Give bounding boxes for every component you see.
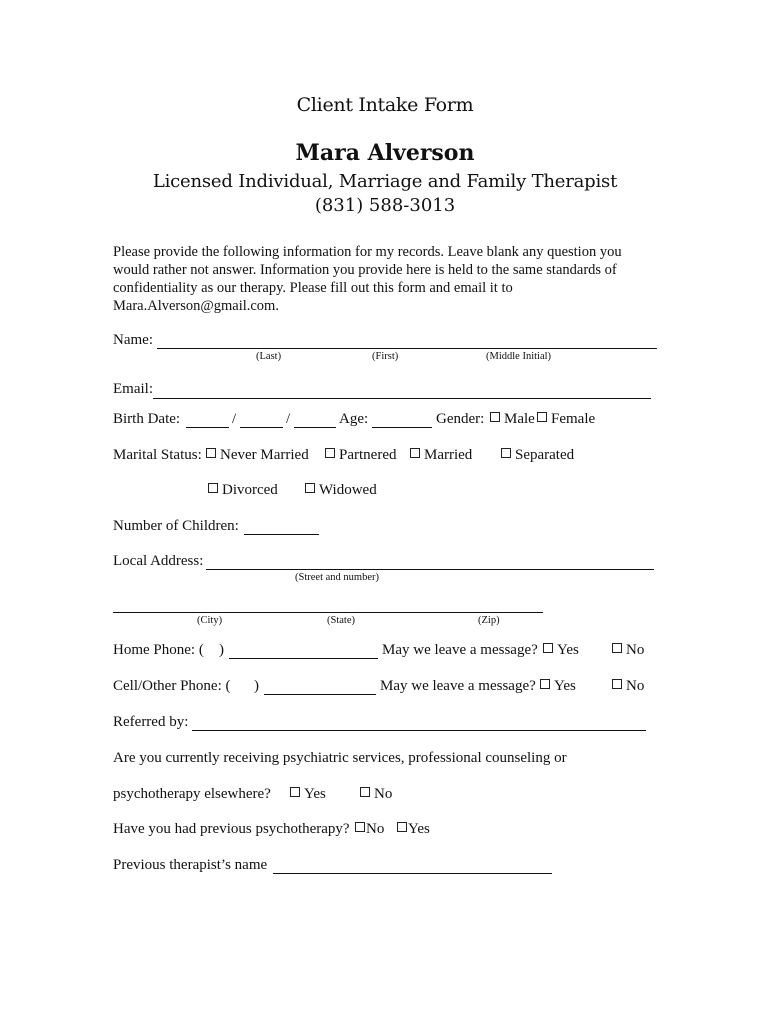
birth-slash-2: /	[286, 411, 291, 427]
gender-male-checkbox[interactable]	[490, 412, 500, 422]
birth-date-label: Birth Date:	[113, 411, 181, 427]
cell-message-no-checkbox[interactable]	[612, 679, 622, 689]
marital-separated-option[interactable]	[501, 447, 574, 464]
birth-day-field[interactable]	[240, 427, 283, 428]
marital-widowed-checkbox[interactable]	[305, 483, 315, 493]
marital-never-label: Never Married	[220, 447, 309, 463]
previous-question: Have you had previous psychotherapy?	[113, 821, 350, 837]
marital-divorced-checkbox[interactable]	[208, 483, 218, 493]
services-yes-checkbox[interactable]	[290, 787, 300, 797]
cell-message-yes-option[interactable]	[540, 678, 576, 695]
children-label: Number of Children:	[113, 518, 239, 534]
marital-divorced-option[interactable]	[208, 482, 278, 499]
birth-year-field[interactable]	[294, 427, 336, 428]
marital-widowed-label: Widowed	[319, 482, 377, 498]
home-message-yes-label: Yes	[557, 642, 579, 658]
marital-married-checkbox[interactable]	[410, 448, 420, 458]
services-no-checkbox[interactable]	[360, 787, 370, 797]
services-yes-label: Yes	[304, 786, 326, 802]
email-label: Email:	[113, 381, 153, 397]
previous-therapist-field[interactable]	[273, 873, 552, 874]
previous-no-checkbox[interactable]	[355, 822, 365, 832]
services-no-label: No	[374, 786, 393, 802]
previous-no-label: No	[366, 821, 385, 837]
intro-paragraph: Please provide the following information for my records. Leave blank any question you would rather not answer. Information you provide here is held to the same standards of confidentiality as our therapy. Please fill out this form and email it to Mara.Alverson@gmail.com.	[113, 244, 622, 314]
marital-never-option[interactable]	[206, 447, 309, 464]
previous-yes-label: Yes	[408, 821, 430, 837]
cell-message-no-option[interactable]	[612, 678, 644, 695]
cell-message-yes-label: Yes	[554, 678, 576, 694]
state-caption: (State)	[327, 615, 355, 626]
children-field[interactable]	[244, 534, 319, 535]
marital-divorced-label: Divorced	[222, 482, 278, 498]
marital-separated-checkbox[interactable]	[501, 448, 511, 458]
services-yes-option[interactable]	[290, 786, 326, 803]
marital-married-option[interactable]	[410, 447, 472, 464]
zip-caption: (Zip)	[478, 615, 500, 626]
cell-phone-label: Cell/Other Phone: (	[113, 678, 231, 694]
gender-female-checkbox[interactable]	[537, 412, 547, 422]
marital-partnered-option[interactable]	[325, 447, 396, 464]
services-no-option[interactable]	[360, 786, 392, 803]
cell-message-no-label: No	[626, 678, 645, 694]
marital-partnered-checkbox[interactable]	[325, 448, 335, 458]
state-field[interactable]	[193, 612, 393, 613]
referred-label: Referred by:	[113, 714, 189, 730]
previous-therapist-label: Previous therapist’s name	[113, 857, 268, 873]
previous-yes-option[interactable]	[397, 821, 430, 838]
cell-phone-paren: )	[254, 678, 259, 694]
marital-partnered-label: Partnered	[339, 447, 397, 463]
form-title: Client Intake Form	[296, 94, 474, 116]
marital-never-checkbox[interactable]	[206, 448, 216, 458]
age-label: Age:	[339, 411, 369, 427]
home-message-yes-option[interactable]	[543, 642, 579, 659]
marital-status-label: Marital Status:	[113, 447, 202, 463]
home-message-yes-checkbox[interactable]	[543, 643, 553, 653]
city-field[interactable]	[113, 612, 193, 613]
gender-female-label: Female	[551, 411, 596, 427]
referred-field[interactable]	[192, 730, 646, 731]
home-message-no-option[interactable]	[612, 642, 644, 659]
therapist-name: Mara Alverson	[295, 140, 475, 166]
cell-message-question: May we leave a message?	[380, 678, 536, 694]
address-label: Local Address:	[113, 553, 204, 569]
services-question-line-1: Are you currently receiving psychiatric services, professional counseling or	[113, 750, 567, 766]
home-message-no-label: No	[626, 642, 645, 658]
gender-label: Gender:	[436, 411, 485, 427]
name-last-caption: (Last)	[256, 351, 282, 362]
services-question-line-2: psychotherapy elsewhere?	[113, 786, 271, 802]
marital-widowed-option[interactable]	[305, 482, 377, 499]
city-caption: (City)	[197, 615, 223, 626]
previous-no-option[interactable]	[355, 821, 384, 838]
gender-male-option[interactable]	[490, 411, 535, 428]
age-field[interactable]	[372, 427, 432, 428]
birth-slash-1: /	[232, 411, 237, 427]
home-phone-paren: )	[219, 642, 224, 658]
gender-male-label: Male	[504, 411, 535, 427]
home-phone-field[interactable]	[229, 658, 378, 659]
street-field[interactable]	[206, 569, 654, 570]
birth-month-field[interactable]	[186, 427, 229, 428]
home-message-question: May we leave a message?	[382, 642, 538, 658]
street-caption: (Street and number)	[295, 572, 379, 583]
name-middle-caption: (Middle Initial)	[486, 351, 552, 362]
gender-female-option[interactable]	[537, 411, 595, 428]
home-phone-label: Home Phone: (	[113, 642, 204, 658]
name-label: Name:	[113, 332, 153, 348]
cell-phone-field[interactable]	[264, 694, 376, 695]
name-first-caption: (First)	[372, 351, 399, 362]
therapist-phone: (831) 588-3013	[314, 195, 456, 216]
zip-field[interactable]	[393, 612, 543, 613]
email-field[interactable]	[153, 398, 651, 399]
marital-separated-label: Separated	[515, 447, 575, 463]
cell-message-yes-checkbox[interactable]	[540, 679, 550, 689]
previous-yes-checkbox[interactable]	[397, 822, 407, 832]
name-field[interactable]	[157, 348, 657, 349]
marital-married-label: Married	[424, 447, 473, 463]
home-message-no-checkbox[interactable]	[612, 643, 622, 653]
therapist-credentials: Licensed Individual, Marriage and Family Therapist	[152, 171, 618, 192]
